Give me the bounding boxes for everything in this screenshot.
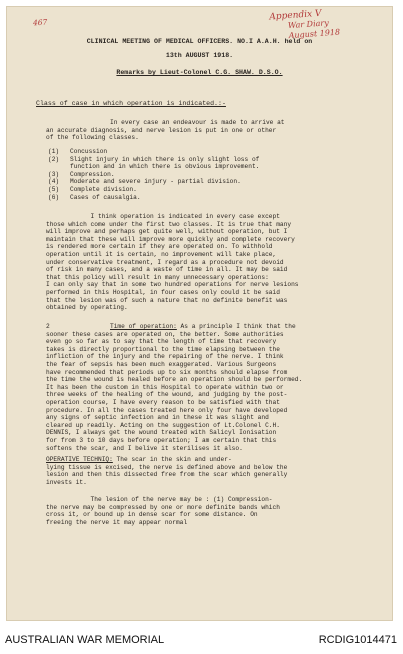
paragraph-line: I can only say that in some two hundred operations for nerve lesions [46, 281, 299, 289]
paragraph-line: the nerve may be compressed by one or more definite bands which [46, 503, 280, 511]
paragraph-line: even go so far as to say that the length of time that recovery [46, 338, 277, 346]
list-item: (3) Compression. [48, 170, 115, 178]
paragraph-line: three weeks of the healing of the wound, and judging by the post- [46, 391, 288, 399]
archive-reference: RCDIG1014471 [318, 634, 397, 646]
paragraph-operation-indication [46, 213, 346, 312]
paragraph-line: DENNIS, I always get the wound treated with Salicyl Ionisation [46, 429, 277, 437]
paragraph-line: will improve and perhaps get quite well, without operation, but I [46, 228, 288, 236]
classes-list [48, 148, 259, 201]
paragraph-line: The lesion of the nerve may be : (1) Compression- [46, 496, 273, 503]
paragraph-line: have recommended that periods up to six months should elapse from [46, 368, 288, 376]
paragraph-line: freeing the nerve it may appear normal [46, 518, 188, 526]
paragraph-line: invests it. [46, 478, 87, 486]
paragraph-line: operation until it is certain, no improvement will take place, [46, 250, 277, 258]
paragraph-line: performed in this Hospital, in four cases only could it be said [46, 288, 280, 296]
paragraph-line: those which come under the first two classes. It is true that many [46, 220, 292, 228]
paragraph-line: takes is directly proportional to the time elapsing between the [46, 345, 280, 353]
list-item: (5) Complete division. [48, 185, 137, 193]
list-item: (6) Cases of causalgia. [48, 193, 141, 201]
meeting-date: 13th AUGUST 1918. [165, 52, 234, 59]
paragraph-line: infliction of the injury and the repairing of the nerve. I think [46, 353, 284, 361]
paragraph-line: for from 3 to 10 days before operation; I am certain that this [46, 436, 277, 444]
list-item: (2) Slight injury in which there is only slight loss of [48, 155, 260, 163]
paragraph-line: I think operation is indicated in every case except [46, 213, 280, 220]
paragraph-line: maintain that these will improve more quickly and complete recovery [46, 235, 295, 243]
paragraph-line: is rendered more certain if they are operated on. To withhold [46, 243, 273, 251]
paragraph-line: that the lesion was of such a nature that no definite benefit was [46, 296, 288, 304]
archive-footer [0, 626, 403, 654]
paragraph-time-of-operation [46, 323, 346, 452]
section-heading-class-of-case: Class of case in which operation is indicated.:- [36, 100, 226, 107]
section-heading-time-of-operation: Time of operation: [110, 323, 177, 330]
list-item: (4) Moderate and severe injury - partial division. [48, 178, 241, 186]
paragraph-line: of risk in many cases, and a waste of time in all. It may be said [46, 266, 288, 274]
annotation-war-diary: War Diary [287, 18, 329, 31]
archive-name: AUSTRALIAN WAR MEMORIAL [5, 634, 165, 646]
paragraph-line: that this policy will result in many unnecessary operations: [46, 273, 269, 281]
paragraph-line: of the following classes. [46, 134, 139, 142]
paragraph-line: obtained by operating. [46, 304, 128, 312]
paragraph-line: operation course, I have every reason to be satisfied with that [46, 398, 280, 406]
list-item-continuation: function and in which there is obvious improvement. [70, 163, 260, 171]
paragraph-line: any signs of septic infection and in these it was slight and [46, 414, 269, 422]
paragraph-line: cross it, or bound up in dense scar for some distance. On [46, 511, 258, 519]
handwritten-page-number: 467 [32, 17, 48, 28]
paragraph-first-line: 2 Time of operation: As a principle I think that the [46, 323, 296, 330]
paragraph-line: cleared up readily. Acting on the suggestion of Lt.Colonel C.H. [46, 421, 280, 429]
annotation-date: August 1918 [288, 27, 341, 41]
paragraph-first-line: OPERATIVE TECHNIQ: The scar in the skin and under- [46, 456, 232, 463]
paragraph-body [46, 464, 346, 487]
paragraph-line: lying tissue is excised, the nerve is defined above and below the [46, 463, 288, 471]
document-page [6, 6, 393, 621]
paragraph-line: softens the scar, and I belive it sterilises it also. [46, 444, 243, 452]
section-heading-operative-technique: OPERATIVE TECHNIQ: [46, 456, 113, 463]
paragraph-nerve-lesion [46, 496, 346, 526]
annotation-appendix: Appendix V [269, 8, 322, 23]
paragraph-operative-technique [46, 456, 346, 486]
paragraph-line: an accurate diagnosis, and nerve lesion is put in one or other [46, 126, 277, 134]
meeting-title: CLINICAL MEETING OF MEDICAL OFFICERS. NO.I A.A.H. held on [86, 38, 313, 45]
paragraph-line: the time the wound is healed before an operation should be performed. [46, 376, 303, 384]
paragraph-line: under conservative treatment, I regard as a procedure not devoid [46, 258, 284, 266]
list-item: (1) Concussion [48, 148, 108, 155]
paragraph-line: In every case an endeavour is made to arrive at [110, 119, 285, 126]
remarks-byline: Remarks by Lieut-Colonel C.G. SHAW. D.S.O. [116, 69, 283, 76]
paragraph-line: It has been the custom in this Hospital to operate within two or [46, 383, 284, 391]
paragraph-line: lesion and then this dissected free from the scar which generally [46, 471, 288, 479]
paragraph-intro [46, 119, 346, 142]
paragraph-line: procedure. In all the cases treated here only four have developed [46, 406, 288, 414]
paragraph-line: sooner these cases are operated on, the better. Some authorities [46, 330, 284, 338]
paragraph-body [46, 331, 346, 453]
paragraph-line: the fear of sepsis has been much exaggerated. Various Surgeons [46, 360, 277, 368]
